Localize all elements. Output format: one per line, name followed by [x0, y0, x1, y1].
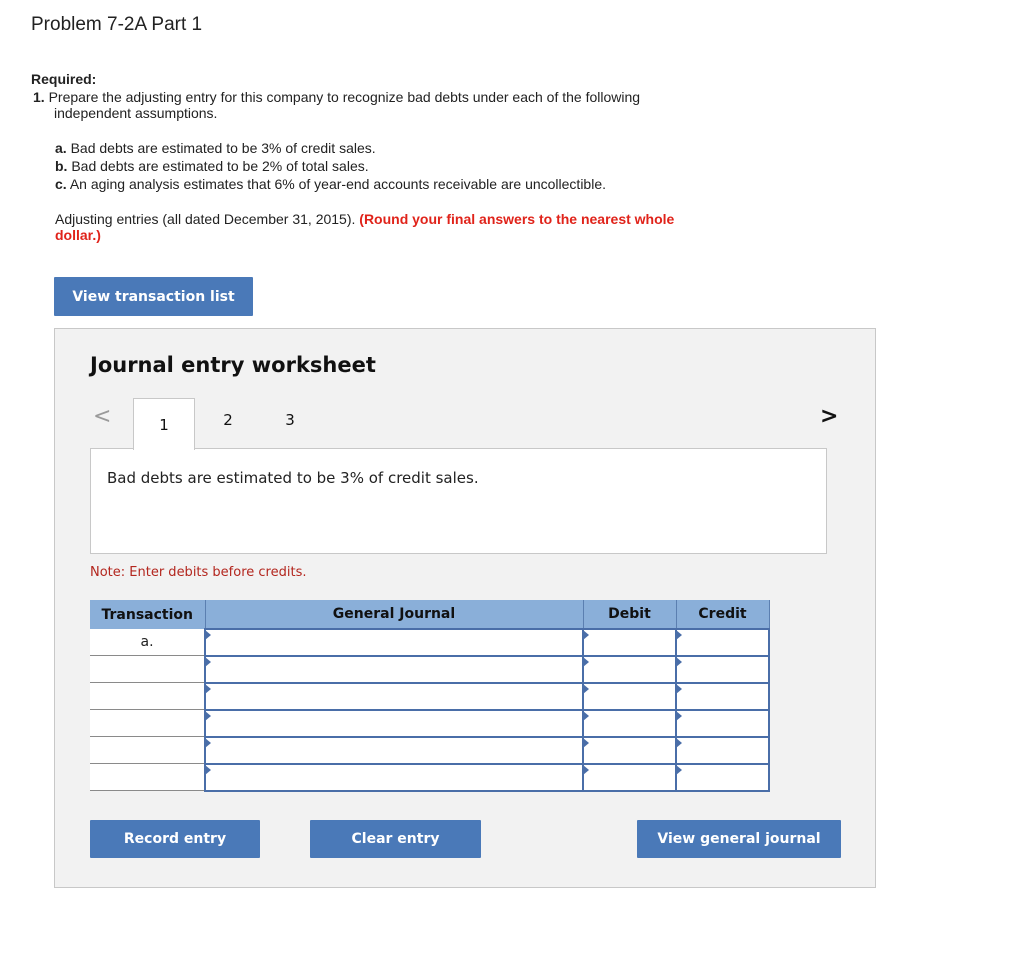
debit-input[interactable]	[583, 683, 676, 710]
assumption-letter: b.	[55, 158, 68, 174]
transaction-description: Bad debts are estimated to be 3% of credit sales.	[107, 469, 479, 487]
caret-right-icon	[583, 738, 589, 748]
caret-right-icon	[583, 765, 589, 775]
general-journal-input[interactable]	[205, 656, 583, 683]
caret-right-icon	[676, 630, 682, 640]
rounding-note-line2: dollar.)	[55, 227, 101, 243]
caret-right-icon	[583, 657, 589, 667]
assumption-letter: a.	[55, 140, 67, 156]
caret-right-icon	[676, 765, 682, 775]
chevron-left-icon[interactable]: <	[93, 404, 112, 429]
adjusting-instructions	[55, 211, 785, 243]
credit-input[interactable]	[676, 710, 769, 737]
header-general-journal: General Journal	[205, 600, 583, 629]
transaction-cell	[90, 683, 205, 710]
transaction-cell: a.	[90, 629, 205, 656]
caret-right-icon	[583, 684, 589, 694]
table-row	[90, 737, 769, 764]
caret-right-icon	[583, 630, 589, 640]
view-general-journal-button[interactable]: View general journal	[637, 820, 841, 858]
general-journal-input[interactable]	[205, 683, 583, 710]
table-row	[90, 629, 769, 656]
general-journal-input[interactable]	[205, 737, 583, 764]
tab-1[interactable]: 1	[133, 398, 195, 450]
assumption-b	[55, 158, 775, 174]
credit-input[interactable]	[676, 737, 769, 764]
caret-right-icon	[205, 738, 211, 748]
debit-input[interactable]	[583, 656, 676, 683]
required-heading: Required:	[31, 71, 97, 87]
table-row	[90, 764, 769, 791]
tab-2[interactable]: 2	[223, 411, 233, 429]
adjusting-text: Adjusting entries (all dated December 31, 2015).	[55, 211, 360, 227]
caret-right-icon	[676, 657, 682, 667]
caret-right-icon	[205, 630, 211, 640]
transaction-cell	[90, 764, 205, 791]
required-item-text-line1: Prepare the adjusting entry for this company to recognize bad debts under each of the following	[48, 89, 641, 105]
table-row	[90, 710, 769, 737]
assumption-text: An aging analysis estimates that 6% of year-end accounts receivable are uncollectible.	[69, 176, 607, 192]
caret-right-icon	[676, 711, 682, 721]
header-transaction: Transaction	[90, 600, 205, 629]
caret-right-icon	[676, 684, 682, 694]
caret-right-icon	[205, 765, 211, 775]
caret-right-icon	[583, 711, 589, 721]
general-journal-input[interactable]	[205, 710, 583, 737]
transaction-cell	[90, 710, 205, 737]
caret-right-icon	[205, 684, 211, 694]
chevron-right-icon[interactable]: >	[820, 404, 839, 429]
caret-right-icon	[676, 738, 682, 748]
assumption-text: Bad debts are estimated to be 2% of total sales.	[71, 158, 369, 174]
view-transaction-list-button[interactable]: View transaction list	[54, 277, 253, 316]
assumption-letter: c.	[55, 176, 67, 192]
credit-input[interactable]	[676, 764, 769, 791]
header-debit: Debit	[583, 600, 676, 629]
assumption-a	[55, 140, 775, 156]
general-journal-input[interactable]	[205, 629, 583, 656]
assumption-c	[55, 176, 775, 192]
header-credit: Credit	[676, 600, 769, 629]
clear-entry-button[interactable]: Clear entry	[310, 820, 481, 858]
tab-3[interactable]: 3	[285, 411, 295, 429]
credit-input[interactable]	[676, 683, 769, 710]
journal-table	[90, 600, 770, 792]
page-title: Problem 7-2A Part 1	[31, 14, 203, 35]
table-row	[90, 683, 769, 710]
record-entry-button[interactable]: Record entry	[90, 820, 260, 858]
transaction-cell	[90, 737, 205, 764]
table-row	[90, 656, 769, 683]
entry-note: Note: Enter debits before credits.	[90, 565, 307, 580]
credit-input[interactable]	[676, 629, 769, 656]
general-journal-input[interactable]	[205, 764, 583, 791]
description-box	[90, 448, 827, 554]
table-header-row	[90, 600, 769, 629]
transaction-cell	[90, 656, 205, 683]
required-item-1	[33, 89, 773, 121]
credit-input[interactable]	[676, 656, 769, 683]
caret-right-icon	[205, 711, 211, 721]
worksheet-title: Journal entry worksheet	[90, 353, 376, 377]
assumption-text: Bad debts are estimated to be 3% of credit sales.	[70, 140, 376, 156]
required-item-number: 1.	[33, 89, 45, 105]
debit-input[interactable]	[583, 710, 676, 737]
required-item-text-line2: independent assumptions.	[54, 105, 218, 121]
debit-input[interactable]	[583, 737, 676, 764]
debit-input[interactable]	[583, 629, 676, 656]
rounding-note-line1: (Round your final answers to the nearest whole	[359, 211, 675, 227]
caret-right-icon	[205, 657, 211, 667]
debit-input[interactable]	[583, 764, 676, 791]
